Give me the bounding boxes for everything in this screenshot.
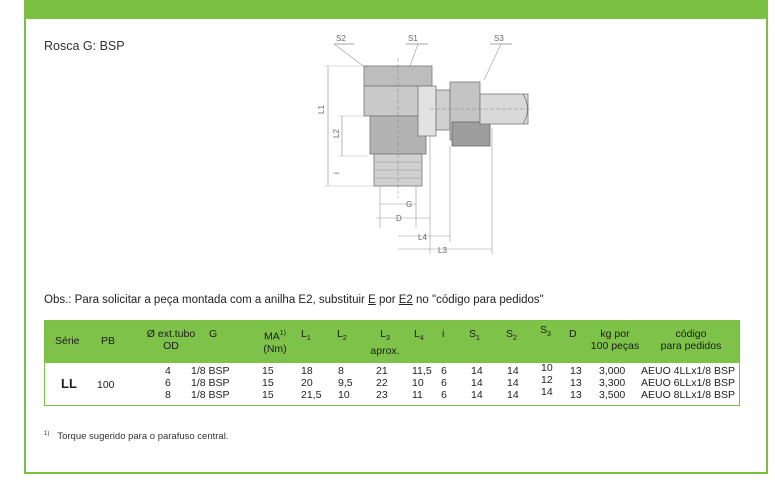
label-s2: S2	[336, 34, 346, 43]
label-i: i	[332, 172, 341, 174]
table-header	[45, 321, 739, 363]
label-s1: S1	[408, 34, 418, 43]
fitting-drawing	[318, 28, 538, 260]
header-l3: $L_3$ aprox.	[370, 328, 400, 358]
serie-value: LL	[61, 376, 77, 391]
header-ma: MA$^{1)}$ (Nm)	[263, 330, 287, 355]
header-l1: $L_1$	[301, 328, 311, 343]
header-l4: $L_4$	[414, 328, 424, 343]
header-s3: $S_3$	[540, 324, 551, 339]
header-d: D	[569, 328, 577, 340]
header-s1: $S_1$	[469, 328, 480, 343]
header-pb: PB	[101, 335, 116, 347]
header-code: código para pedidos	[660, 328, 722, 352]
header-l2: $L_2$	[337, 328, 347, 343]
observation-note	[44, 294, 544, 306]
header-g: G	[209, 328, 218, 340]
header-kg: kg por 100 peças	[590, 328, 640, 352]
header-od: Ø ext.tubo OD	[146, 328, 196, 352]
footnote-text: Torque sugerido para o parafuso central.	[57, 431, 229, 443]
obs-underline-e2: E2	[398, 294, 413, 306]
header-serie: Série	[55, 335, 80, 347]
label-l4: L4	[418, 233, 427, 242]
page-title: Rosca G: BSP	[44, 39, 125, 53]
label-l2: L2	[332, 129, 341, 138]
obs-mid: por	[375, 294, 399, 306]
obs-suffix: no "código para pedidos"	[412, 294, 544, 306]
obs-underline-e: E	[368, 294, 376, 306]
header-s2: $S_2$	[506, 328, 517, 343]
footnote-marker: 1)	[44, 431, 50, 437]
header-i: i	[442, 328, 445, 340]
spec-table: Série PB Ø ext.tubo OD G MA$^{1)}$ (Nm) $L_1$ $L_2$ $L_3$ aprox. $L_4$ i $S_1$ $S_2$ $S_3$ D kg por 100 peças código para pedidos LL 100 4 1/8 BSP 15 18 8 21 11,5 6 14 14 10 13 3,000 AEUO 4LLx1/8 BSP 6 1/8 BSP 15 20 9,5 22 10 6 14 14 12 13 3,300 AEUO 6LLx1/8 BSP 8 1/8 BSP 15 21,5 10 23 11 6 14 14 14 13 3,500 AEUO 8LLx1/8 BSP	[44, 320, 740, 406]
label-l3: L3	[438, 246, 447, 255]
label-g: G	[406, 200, 413, 209]
label-d: D	[396, 214, 402, 223]
pb-value: 100	[97, 379, 115, 391]
label-l1: L1	[317, 105, 326, 114]
footnote	[44, 431, 228, 442]
label-s3: S3	[494, 34, 504, 43]
obs-prefix: Obs.: Para solicitar a peça montada com a anilha E2, substituir	[44, 294, 369, 306]
